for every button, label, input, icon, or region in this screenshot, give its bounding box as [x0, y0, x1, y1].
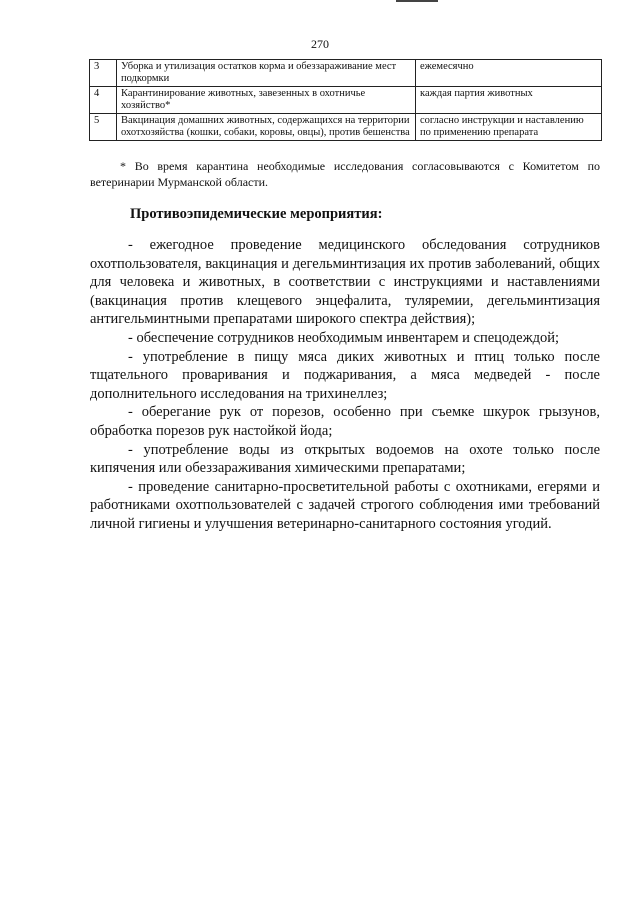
- section-heading: Противоэпидемические мероприятия:: [130, 206, 383, 222]
- list-item: - оберегание рук от порезов, особенно при съемке шкурок грызунов, обработка порезов рук настойкой йода;: [90, 404, 600, 439]
- list-item: - употребление воды из открытых водоемов на охоте только после кипячения или обеззараживания химическими препаратами;: [90, 441, 600, 477]
- scan-top-mark: [396, 0, 438, 2]
- list-item: - обеспечение сотрудников необходимым инвентарем и спецодеждой;: [128, 329, 560, 346]
- table-row: [90, 114, 602, 141]
- measure-name: Вакцинация домашних животных, содержащихся на территории охотхозяйства (кошки, собаки, коровы, овцы), против бешенства: [117, 114, 416, 141]
- measures-list: [90, 236, 600, 534]
- measure-term: ежемесячно: [416, 60, 602, 87]
- row-number: 5: [90, 114, 117, 141]
- list-item: - ежегодное проведение медицинского обследования сотрудников охотпользователя, вакцинация и дегельминтизация их против заболеваний, общих для человека и животных, в соответствии с инструкциями и наставлениями (вакцинация против клещевого энцефалита, туляремии, дегельминтизация антигельминтными препаратами широкого спектра действия);: [90, 237, 600, 328]
- table-row: [90, 87, 602, 114]
- list-item: - употребление в пищу мяса диких животных и птиц только после тщательного проваривания и поджаривания, а мяса медведей - после дополнительного исследования на трихинеллез;: [90, 348, 600, 402]
- measures-table: [89, 59, 602, 141]
- row-number: 3: [90, 60, 117, 87]
- measure-term: каждая партия животных: [416, 87, 602, 114]
- row-number: 4: [90, 87, 117, 114]
- measure-name: Карантинирование животных, завезенных в охотничье хозяйство*: [117, 87, 416, 114]
- page-number: 270: [311, 37, 329, 51]
- footnote: * Во время карантина необходимые исследования согласовываются с Комитетом по ветеринарии Мурманской области.: [90, 159, 600, 189]
- list-item: - проведение санитарно-просветительной работы с охотниками, егерями и работниками охотпользователей с задачей строгого соблюдения ими требований личной гигиены и улучшения ветеринарно-санитарного состояния угодий.: [90, 478, 600, 532]
- table-row: [90, 60, 602, 87]
- measure-term: согласно инструкции и наставлению по применению препарата: [416, 114, 602, 141]
- measure-name: Уборка и утилизация остатков корма и обеззараживание мест подкормки: [117, 60, 416, 87]
